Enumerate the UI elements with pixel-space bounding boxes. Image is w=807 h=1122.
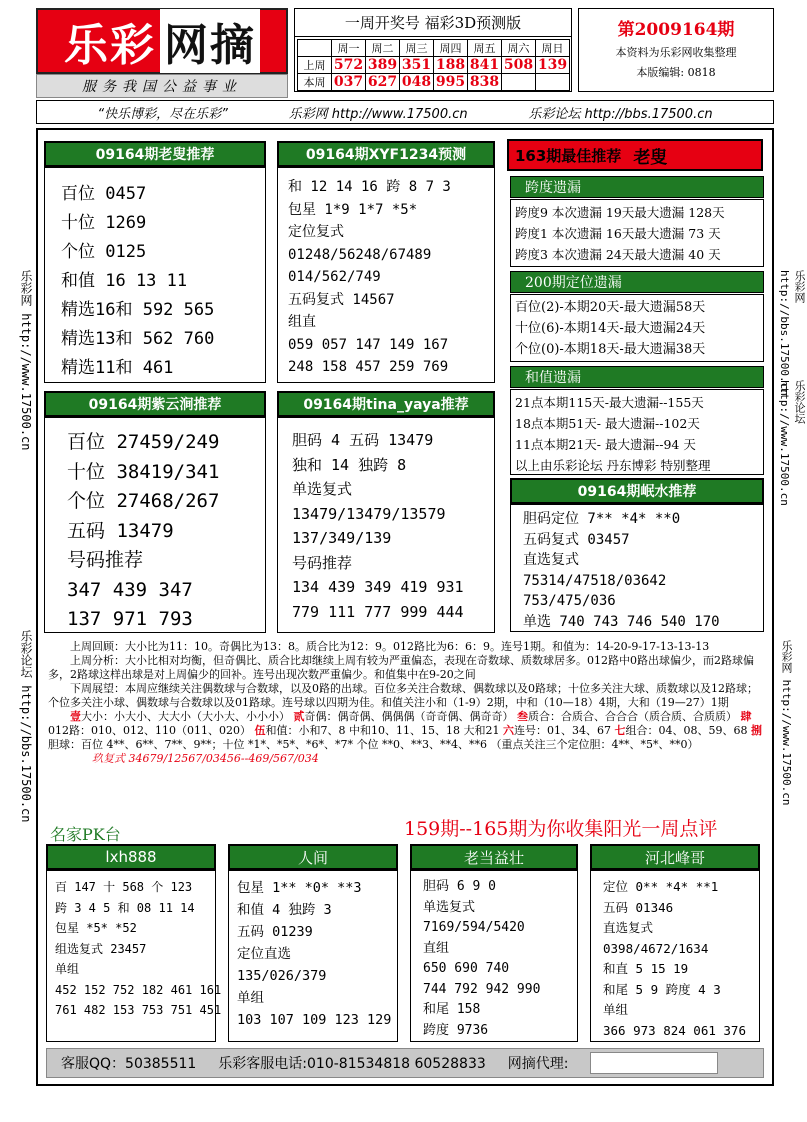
pk-label: 名家PK台 (50, 825, 121, 844)
gap-line: 跨度1 本次遗漏 16天最大遗漏 73 天 (515, 226, 721, 241)
pick-line: 0398/4672/1634 (603, 940, 709, 956)
pick-line: 五码 01346 (603, 899, 674, 915)
weekday: 周四 (434, 40, 468, 57)
gap-line: 十位(6)-本期14天-最大遗漏24天 (515, 321, 706, 336)
draw-number: 389 (366, 57, 400, 74)
position-gap-box (510, 294, 764, 362)
pick-line: 五码复式 14567 (288, 291, 395, 308)
pk-col-title: 人间 (228, 844, 398, 870)
span-gap-box (510, 199, 764, 267)
side-text-right-3: 乐彩网 http://www.17500.cn (780, 640, 793, 806)
weekday: 周二 (366, 40, 400, 57)
pick-line: 包星 1** *0* **3 (237, 880, 362, 896)
weekday: 周一 (332, 40, 366, 57)
pick-line: 直选复式 (603, 920, 654, 935)
pick-line: 744 792 942 990 (423, 981, 541, 997)
pick-line: 和值 4 独跨 3 (237, 902, 332, 918)
row-label: 本周 (298, 74, 332, 91)
pick-line: 单选复式 (292, 480, 353, 498)
best-pick-title (507, 139, 763, 171)
pick-line: 单组 (237, 990, 264, 1006)
tip-text: 和值：小和7、8 中和10、11、15、18 大和21 (265, 724, 500, 737)
pick-line: 单组 (603, 1002, 629, 1017)
pk-col-title: lxh888 (46, 844, 216, 870)
motto: “快乐博彩，尽在乐彩” (97, 106, 228, 122)
pk-col-renjian (228, 870, 398, 1042)
pick-line: 包星 *5* *52 (55, 921, 137, 935)
recap-paragraph: 下周展望：本周应继续关注偶数球与合数球，以及0路的出球。百位多关注合数球、偶数球以及0路球；十位多关注大球、质数球以及12路球；个位多关注小球、偶数球与合数球以及01路球。连号球以四期为佳。和值关注小和（1-9）2期，中和（10—18）4期，大和（19—27）1期 (48, 682, 758, 709)
tip-text: 胆球：百位 4**、6**、7**、9**；十位 *1*、*5*、*6*、*7* 个位 **0、**3、**4、**6 （重点关注三个定位胆：4**、*5*、**0） (48, 738, 699, 751)
pick-line: 精选11和 461 (61, 358, 174, 378)
draw-number: 627 (366, 74, 400, 91)
gap-line: 21点本期115天-最大遗漏--155天 (515, 395, 704, 410)
pick-line: 779 111 777 999 444 (292, 602, 464, 621)
weekday: 周三 (400, 40, 434, 57)
weekly-recap (48, 640, 764, 766)
box-laosou (44, 167, 266, 383)
top-bar (36, 100, 774, 124)
site-link[interactable]: 乐彩网 http://www.17500.cn (288, 106, 468, 122)
source-note: 本资料为乐彩网收集整理 (615, 46, 737, 59)
pick-line: 跨度 9736 (423, 1022, 489, 1038)
pick-line: 135/026/379 (237, 968, 327, 984)
pick-line: 014/562/749 (288, 269, 381, 285)
gap-line: 跨度9 本次遗漏 19天最大遗漏 128天 (515, 205, 725, 220)
pk-banner: 159期--165期为你收集阳光一周点评 (404, 818, 718, 840)
pick-line: 号码推荐 (67, 549, 144, 571)
pick-line: 137/349/139 (292, 529, 392, 547)
weekday: 周五 (468, 40, 502, 57)
draw-number: 139 (536, 57, 570, 74)
pk-col-laodang (410, 870, 578, 1042)
side-text-right-1: 乐彩网 http://bbs.17500.cn (778, 270, 806, 396)
box-laosou-title: 09164期老叟推荐 (44, 141, 266, 167)
tip-tag: 捌 (750, 724, 762, 737)
pick-line: 和尾 158 (423, 1002, 481, 1017)
side-text-left-2: 乐彩论坛 http://bbs.17500.cn (19, 630, 33, 823)
weekly-results-table (297, 39, 570, 91)
pick-line: 独和 14 独跨 8 (292, 455, 407, 474)
recap-paragraph: 上周分析：大小比相对均衡，但奇偶比、质合比却继续上周有较为严重偏态，表现在奇数球、质数球居多。012路中0路出球偏少，而2路球偏多，2路球这样出球是对上周偏少的回补。连号出现次数严重偏少。和值集中在9-20之间 (48, 654, 754, 681)
pick-line: 347 439 347 (67, 578, 193, 601)
weekday: 周日 (536, 40, 570, 57)
box-xyf-title: 09164期XYF1234预测 (277, 141, 495, 167)
pick-line: 452 152 752 182 461 161 (55, 982, 222, 997)
gap-line: 百位(2)-本期20天-最大遗漏58天 (515, 300, 706, 315)
draw-number: 188 (434, 57, 468, 74)
agent-field (590, 1052, 718, 1074)
logo-text-1: 乐彩 (64, 20, 156, 71)
tip-text: 连号：01、34、67 (513, 724, 611, 737)
draw-number: 838 (468, 74, 502, 91)
pick-line: 单选复式 (423, 899, 476, 915)
tip-text: 质合：合质合、合合合（质合质、合质质） (528, 710, 737, 723)
pick-line: 五码复式 03457 (523, 531, 630, 548)
editor-note: 本版编辑: 0818 (636, 66, 716, 79)
pick-line: 和 12 14 16 跨 8 7 3 (288, 179, 451, 195)
pick-line: 和尾 5 9 跨度 4 3 (603, 981, 721, 997)
tip-text: 奇偶：偶奇偶、偶偶偶（奇奇偶、偶奇奇） (304, 710, 514, 723)
best-pick-label: 163期最佳推荐 (515, 146, 622, 165)
row-label: 上周 (298, 57, 332, 74)
weekly-results-panel (294, 8, 572, 92)
draw-number: 037 (332, 74, 366, 91)
pick-line: 134 439 349 419 931 (292, 578, 464, 596)
agent-label: 网摘代理: (507, 1056, 569, 1072)
draw-number: 351 (400, 57, 434, 74)
weekly-results-title: 一周开奖号 福彩3D预测版 (295, 9, 571, 37)
pick-line: 精选16和 592 565 (61, 300, 215, 320)
tip-tag: 六 (502, 724, 514, 737)
recap-tips (48, 710, 764, 752)
pick-line: 精选13和 562 760 (61, 329, 215, 349)
pick-line: 定位 0** *4* **1 (603, 879, 719, 894)
forum-link[interactable]: 乐彩论坛 http://bbs.17500.cn (528, 106, 713, 122)
pick-line: 059 057 147 149 167 (288, 336, 449, 353)
box-tina (277, 417, 495, 633)
pick-line: 定位直选 (237, 946, 291, 962)
tip-tag: 肆 (740, 710, 752, 723)
box-minshui (510, 504, 764, 632)
draw-number (502, 74, 536, 91)
pick-line: 13479/13479/13579 (292, 504, 446, 523)
tip-tag: 叁 (517, 710, 528, 723)
tip-text: 复式 34679/12567/03456--469/567/034 (103, 752, 319, 765)
pick-line: 十位 38419/341 (67, 460, 220, 483)
pk-col-hebei (590, 870, 760, 1042)
pk-col-title: 老当益壮 (410, 844, 578, 870)
pick-line: 个位 0125 (61, 242, 147, 262)
issue-panel (578, 8, 774, 92)
service-phone: 乐彩客服电话:010-81534818 60528833 (218, 1056, 486, 1072)
pick-line: 和值 16 13 11 (61, 271, 188, 291)
pick-line: 753/475/036 (523, 593, 616, 609)
pick-line: 单组 (55, 962, 80, 976)
pick-line: 五码 13479 (67, 519, 174, 542)
pick-line: 761 482 153 753 751 451 (55, 1003, 222, 1017)
credit-line: 以上由乐彩论坛 丹东博彩 特别整理 (515, 458, 711, 473)
box-ziyun (44, 417, 266, 633)
box-ziyun-title: 09164期紫云涧推荐 (44, 391, 266, 417)
pick-line: 五码 01239 (237, 924, 313, 940)
tip-text: 012路：010、012、110（011、020） (48, 724, 251, 737)
span-gap-title: 跨度遗漏 (510, 176, 764, 198)
best-pick-author: 老叟 (633, 147, 668, 168)
gap-line: 跨度3 本次遗漏 24天最大遗漏 40 天 (515, 247, 721, 262)
logo-text-2: 网摘 (160, 9, 260, 73)
pick-line: 胆码 4 五码 13479 (292, 431, 434, 449)
position-gap-title: 200期定位遗漏 (510, 271, 764, 293)
pick-line: 跨 3 4 5 和 08 11 14 (55, 900, 195, 915)
pick-line: 组直 (288, 314, 316, 330)
draw-number: 572 (332, 57, 366, 74)
service-qq: 客服QQ：50385511 (61, 1056, 197, 1072)
pick-line: 包星 1*9 1*7 *5* (288, 201, 418, 218)
pk-col-title: 河北峰哥 (590, 844, 760, 870)
pick-line: 百 147 十 568 个 123 (55, 880, 193, 894)
pick-line: 十位 1269 (61, 213, 147, 233)
pick-line: 胆码定位 7** *4* **0 (523, 511, 681, 527)
side-text-right-2: 乐彩论坛 http://www.17500.cn (778, 380, 806, 506)
pick-line: 直组 (423, 940, 450, 956)
pk-col-lxh888 (46, 870, 222, 1042)
pick-line: 个位 27468/267 (67, 490, 220, 512)
logo (36, 8, 288, 74)
recap-paragraph: 上周回顾：大小比为11：10。奇偶比为13：8。质合比为12：9。012路比为6：6：9。连号1期。和值为：14-20-9-17-13-13-13 (70, 640, 710, 653)
gap-line: 个位(0)-本期18天-最大遗漏38天 (515, 342, 706, 357)
issue-number: 第2009164期 (617, 20, 735, 40)
pick-line: 7169/594/5420 (423, 920, 525, 935)
sum-gap-box (510, 389, 764, 475)
draw-number: 841 (468, 57, 502, 74)
tip-tag: 贰 (293, 710, 305, 723)
pick-line: 组选复式 23457 (55, 941, 147, 956)
slogan: 服务我国公益事业 (36, 74, 288, 98)
tip-tag: 玖 (92, 752, 103, 765)
tip-tag: 伍 (254, 724, 266, 737)
pick-line: 单选 740 743 746 540 170 (523, 613, 720, 630)
tip-tag: 壹 (70, 710, 81, 723)
tip-tag: 七 (614, 724, 626, 737)
pick-line: 胆码 6 9 0 (423, 879, 496, 894)
tip-text: 组合：04、08、59、68 (625, 724, 748, 737)
pick-line: 百位 0457 (61, 184, 147, 204)
pick-line: 直选复式 (523, 552, 579, 568)
box-xyf (277, 167, 495, 383)
pick-line: 366 973 824 061 376 (603, 1022, 746, 1038)
side-text-left-1: 乐彩网 http://www.17500.cn (19, 270, 33, 451)
pick-line: 01248/56248/67489 (288, 246, 432, 263)
sum-gap-title: 和值遗漏 (510, 366, 764, 388)
weekday: 周六 (502, 40, 536, 57)
tip-text: 大小：小大小、大大小（大小大、小小小） (81, 710, 290, 723)
draw-number (536, 74, 570, 91)
pick-line: 和直 5 15 19 (603, 961, 689, 976)
pick-line: 248 158 457 259 769 (288, 359, 449, 375)
gap-line: 11点本期21天- 最大遗漏--94 天 (515, 437, 696, 452)
gap-line: 18点本期51天- 最大遗漏--102天 (515, 416, 700, 431)
pick-line: 137 971 793 (67, 608, 193, 630)
pick-line: 75314/47518/03642 (523, 572, 667, 589)
footer-bar (46, 1048, 764, 1078)
recap-complex (48, 752, 764, 766)
pick-line: 103 107 109 123 129 (237, 1012, 392, 1028)
draw-number: 508 (502, 57, 536, 74)
pick-line: 号码推荐 (292, 553, 353, 572)
box-tina-title: 09164期tina_yaya推荐 (277, 391, 495, 417)
box-minshui-title: 09164期岷水推荐 (510, 478, 764, 504)
draw-number: 048 (400, 74, 434, 91)
pick-line: 650 690 740 (423, 961, 510, 976)
pick-line: 百位 27459/249 (67, 431, 220, 453)
draw-number: 995 (434, 74, 468, 91)
pick-line: 定位复式 (288, 224, 344, 240)
